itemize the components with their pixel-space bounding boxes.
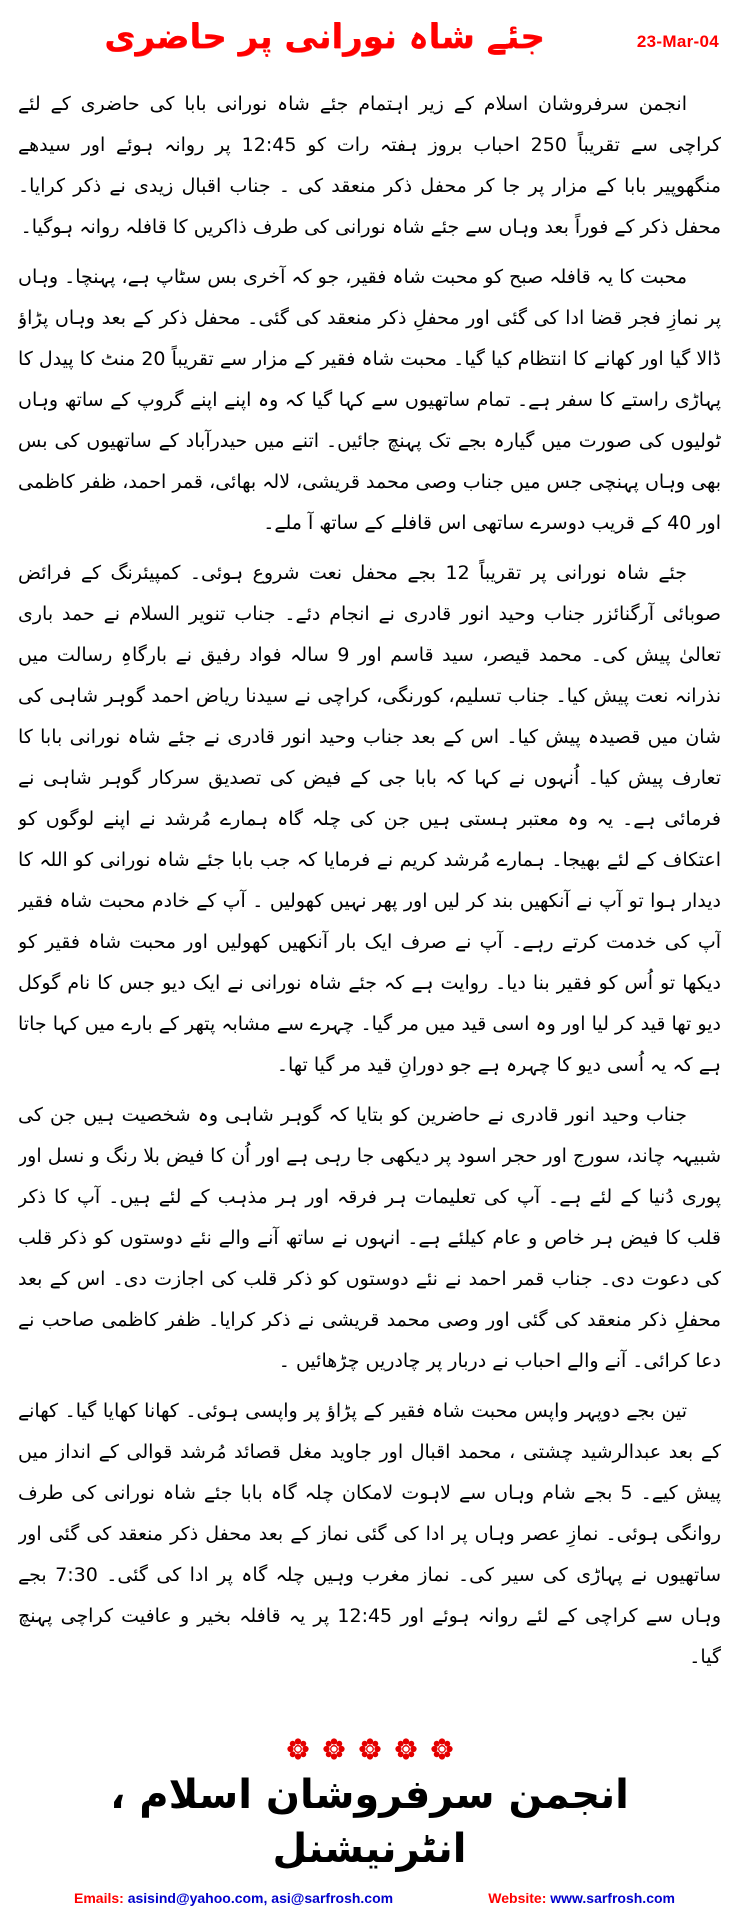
flower-ornament-icon <box>287 1738 309 1760</box>
emails-group <box>74 1890 393 1906</box>
article-paragraph: انجمن سرفروشان اسلام کے زیر اہتمام جئے شاہ نورانی بابا کی حاضری کے لئے کراچی سے تقریباً 250 احباب بروز ہفتہ رات کو 12:45 پر روانہ ہوئے اور سیدھے منگھوپیر بابا کے مزار پر جا کر محفل ذکر منعقد کی ۔ جناب اقبال زیدی نے ذکر کرایا۔ محفل ذکر کے فوراً بعد وہاں سے جئے شاہ نورانی کی طرف ذاکریں کا قافلہ روانہ ہوگیا۔ <box>18 93 721 238</box>
flower-ornament-row <box>18 1738 721 1760</box>
website-label: Website: <box>488 1890 547 1906</box>
flower-ornament-icon <box>323 1738 345 1760</box>
date-label: 23-Mar-04 <box>636 32 719 51</box>
website-group <box>488 1890 675 1906</box>
flower-ornament-icon <box>395 1738 417 1760</box>
article-body <box>18 84 721 1734</box>
page-footer <box>18 1734 721 1908</box>
article-paragraph: جناب وحید انور قادری نے حاضرین کو بتایا کہ گوہر شاہی وہ شخصیت ہیں جن کی شبیہہ چاند، سورج اور حجر اسود پر دیکھی جا رہی ہے اور اُن کا فیض بلا رنگ و نسل اور پوری دُنیا کے لئے ہے۔ آپ کی تعلیمات ہر فرقہ اور ہر مذہب کے لئے ہیں۔ آپ کا ذکر قلب کا فیض ہر خاص و عام کیلئے ہے۔ انہوں نے ساتھ آنے والے نئے دوستوں کو ذکر قلب کی دعوت دی۔ جناب قمر احمد نے نئے دوستوں کو ذکر قلب کی اجازت دی۔ اس کے بعد محفلِ ذکر منعقد کی گئی اور وصی محمد قریشی نے ذکر کرایا۔ ظفر کاظمی صاحب نے دعا کرائی۔ آنے والے احباب نے دربار پر چادریں چڑھائیں ۔ <box>18 1104 721 1372</box>
article-paragraph: محبت کا یہ قافلہ صبح کو محبت شاہ فقیر، جو کہ آخری بس سٹاپ ہے، پہنچا۔ وہاں پر نمازِ فجر قضا ادا کی گئی اور محفلِ ذکر منعقد کی گئی۔ محفل ذکر کے بعد وہاں پڑاؤ ڈالا گیا اور کھانے کا انتظام کیا گیا۔ محبت شاہ فقیر کے مزار سے تقریباً 20 منٹ کا پیدل کا پہاڑی راستے کا سفر ہے۔ تمام ساتھیوں سے کہا گیا کہ وہ اپنے اپنے گروپ کے ساتھ وہاں ٹولیوں کی صورت میں گیارہ بجے تک پہنچ جائیں۔ اتنے میں حیدرآباد کے ساتھیوں کی بس بھی وہاں پہنچی جس میں جناب وصی محمد قریشی، لالہ بھائی، قمر احمد، ظفر کاظمی اور 40 کے قریب دوسرے ساتھی اس قافلے کے ساتھ آ ملے۔ <box>18 266 721 534</box>
contact-bar <box>18 1882 721 1908</box>
flower-ornament-icon <box>431 1738 453 1760</box>
article-paragraph: تین بجے دوپہر واپس محبت شاہ فقیر کے پڑاؤ پر واپسی ہوئی۔ کھانا کھایا گیا۔ کھانے کے بعد عبدالرشید چشتی ، محمد اقبال اور جاوید مغل قصائد مُرشد قوالی کے انداز میں پیش کیے۔ 5 بجے شام وہاں سے لاہوت لامکان چلہ گاہ بابا جئے شاہ نورانی کی طرف روانگی ہوئی۔ نمازِ عصر وہاں پر ادا کی گئی نماز کے بعد محفل ذکر منعقد کی گئی اور ساتھیوں نے پہاڑی کی سیر کی۔ نماز مغرب وہیں چلہ گاہ پر ادا کی گئی۔ 7:30 بجے وہاں سے کراچی کے لئے روانہ ہوئے اور 12:45 پر یہ قافلہ بخیر و عافیت کراچی پہنچ گیا۔ <box>18 1400 721 1668</box>
email-addresses[interactable]: asisind@yahoo.com, asi@sarfrosh.com <box>127 1890 394 1906</box>
emails-label: Emails: <box>74 1890 124 1906</box>
website-url[interactable]: www.sarfrosh.com <box>550 1890 675 1906</box>
organization-name: انجمن سرفروشان اسلام ، انٹرنیشنل <box>110 1772 629 1872</box>
article-paragraph: جئے شاہ نورانی پر تقریباً 12 بجے محفل نعت شروع ہوئی۔ کمپیئرنگ کے فرائض صوبائی آرگنائزر جناب وحید انور قادری نے انجام دئے۔ جناب تنویر السلام نے حمد باری تعالیٰ پیش کی۔ محمد قیصر، سید قاسم اور 9 سالہ فواد رفیق نے بارگاہِ رسالت میں نذرانہ نعت پیش کیا۔ جناب تسلیم، کورنگی، کراچی نے سیدنا ریاض احمد گوہر شاہی کی شان میں قصیدہ پیش کیا۔ اس کے بعد جناب وحید انور قادری نے جئے شاہ نورانی بابا کا تعارف پیش کیا۔ اُنہوں نے کہا کہ بابا جی کے فیض کی تصدیق سرکار گوہر شاہی نے فرمائی ہے۔ یہ وہ معتبر ہستی ہیں جن کی چلہ گاہ ہمارے مُرشد نے اپنے لوگوں کو اعتکاف کے لئے بھیجا۔ ہمارے مُرشد کریم نے فرمایا کہ جب بابا جئے شاہ نورانی کو اللہ کا دیدار ہوا تو آپ نے آنکھیں بند کر لیں اور پھر نہیں کھولیں ۔ آپ کے خادم محبت شاہ فقیر آپ کی خدمت کرتے رہے۔ آپ نے صرف ایک بار آنکھیں کھولیں اور محبت شاہ فقیر کو دیکھا تو اُس کو فقیر بنا دیا۔ روایت ہے کہ جئے شاہ نورانی نے ایک دیو جس کا نام گوکل دیو تھا قید کر لیا اور وہ اسی قید میں مر گیا۔ چہرے سے مشابہ پتھر کے بارے میں کہا جاتا ہے کہ یہ اُسی دیو کا چہرہ ہے جو دورانِ قید مر گیا تھا۔ <box>18 562 721 1076</box>
page-header <box>18 8 721 74</box>
flower-ornament-icon <box>359 1738 381 1760</box>
page-title: جئے شاہ نورانی پر حاضری <box>104 17 545 57</box>
